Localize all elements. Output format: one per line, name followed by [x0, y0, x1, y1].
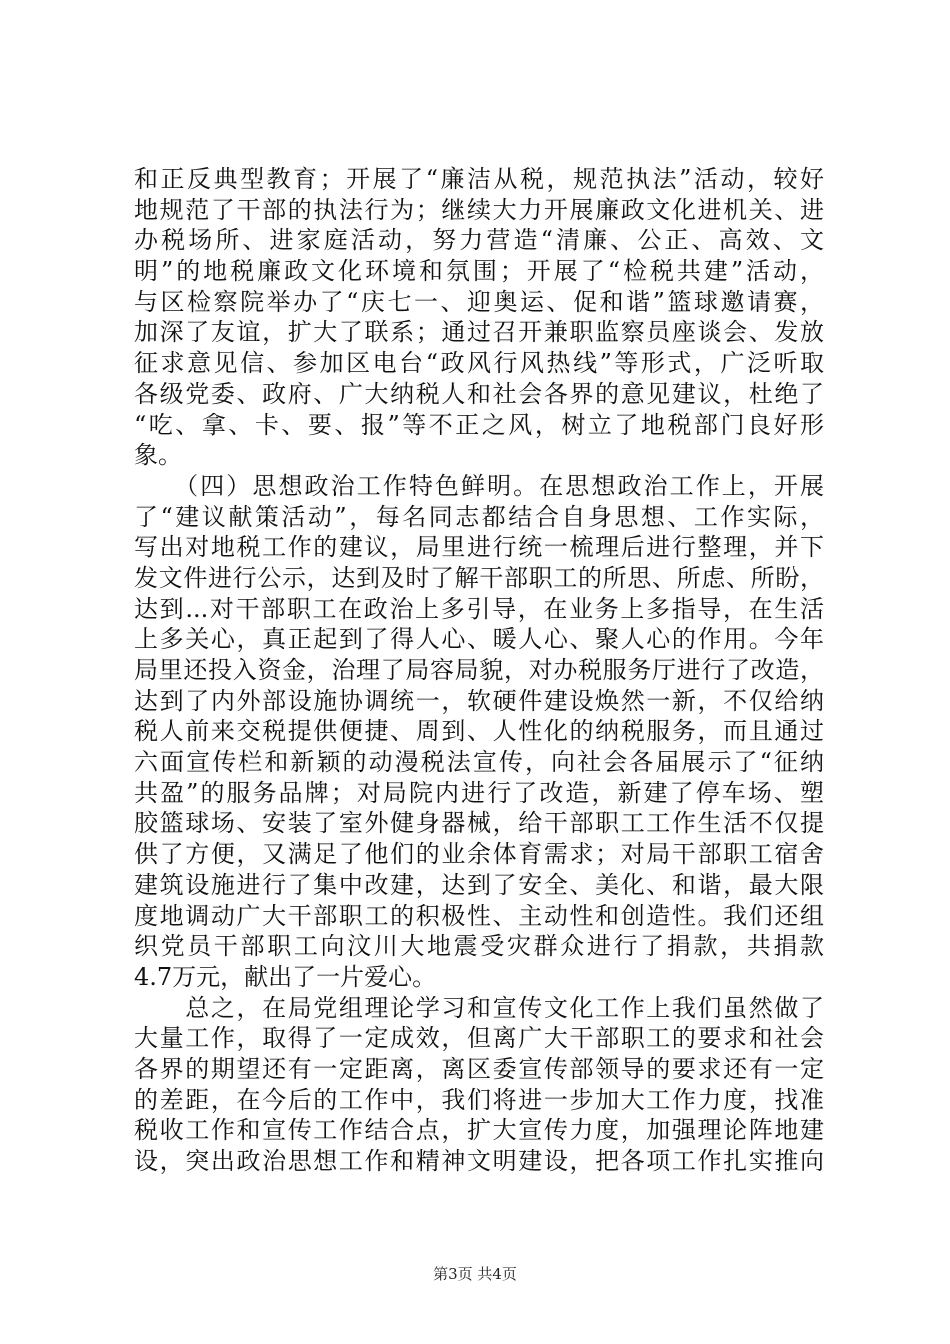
text-line: “吃、拿、卡、要、报”等不正之风，树立了地税部门良好形: [134, 410, 824, 439]
text-line: 税人前来交税提供便捷、周到、人性化的纳税服务，而且通过: [134, 717, 824, 746]
text-line: 发文件进行公示，达到及时了解干部职工的所思、所虑、所盼，: [134, 563, 824, 592]
text-line: 地规范了干部的执法行为；继续大力开展廉政文化进机关、进: [134, 195, 824, 224]
text-line: 总之，在局党组理论学习和宣传文化工作上我们虽然做了: [134, 993, 824, 1022]
text-line: 4.7万元，献出了一片爱心。: [134, 962, 437, 991]
text-line: 办税场所、进家庭活动，努力营造“清廉、公正、高效、文: [134, 226, 824, 255]
page-number-footer: 第3页 共4页: [433, 1265, 517, 1283]
text-line: 各级党委、政府、广大纳税人和社会各界的意见建议，杜绝了: [134, 379, 824, 408]
text-line: 设，突出政治思想工作和精神文明建设，把各项工作扎实推向: [134, 1147, 824, 1175]
text-line: （四）思想政治工作特色鲜明。在思想政治工作上，开展: [134, 471, 824, 500]
text-line: 六面宣传栏和新颖的动漫税法宣传，向社会各届展示了“征纳: [134, 748, 824, 777]
text-line: 和正反典型教育；开展了“廉洁从税，规范执法”活动，较好: [134, 165, 824, 193]
text-line: 写出对地税工作的建议，局里进行统一梳理后进行整理，并下: [134, 533, 824, 562]
text-line: 与区检察院举办了“庆七一、迎奥运、促和谐”篮球邀请赛，: [134, 287, 824, 316]
text-line: 上多关心，真正起到了得人心、暖人心、聚人心的作用。今年: [134, 625, 824, 654]
text-line: 胶篮球场、安装了室外健身器械，给干部职工工作生活不仅提: [134, 809, 824, 838]
text-line: 度地调动广大干部职工的积极性、主动性和创造性。我们还组: [134, 901, 824, 930]
text-line: 明”的地税廉政文化环境和氛围；开展了“检税共建”活动，: [134, 257, 824, 286]
text-line: 税收工作和宣传工作结合点，扩大宣传力度，加强理论阵地建: [134, 1116, 824, 1145]
text-line: 织党员干部职工向汶川大地震受灾群众进行了捐款，共捐款: [134, 932, 824, 961]
text-line: 大量工作，取得了一定成效，但离广大干部职工的要求和社会: [134, 1024, 824, 1053]
text-line: 了“建议献策活动”，每名同志都结合自身思想、工作实际，: [134, 502, 824, 531]
text-line: 的差距，在今后的工作中，我们将进一步加大工作力度，找准: [134, 1085, 824, 1114]
text-line: 局里还投入资金，治理了局容局貌，对办税服务厅进行了改造，: [134, 656, 824, 684]
text-line: 达到...对干部职工在政治上多引导，在业务上多指导，在生活: [134, 594, 824, 623]
text-line: 各界的期望还有一定距离，离区委宣传部领导的要求还有一定: [134, 1054, 824, 1083]
text-line: 供了方便，又满足了他们的业余体育需求；对局干部职工宿舍: [134, 840, 824, 869]
text-line: 共盈”的服务品牌；对局院内进行了改造，新建了停车场、塑: [134, 778, 824, 807]
text-line: 达到了内外部设施协调统一，软硬件建设焕然一新，不仅给纳: [134, 686, 824, 715]
text-line: 加深了友谊，扩大了联系；通过召开兼职监察员座谈会、发放: [134, 318, 824, 347]
text-line: 征求意见信、参加区电台“政风行风热线”等形式，广泛听取: [134, 349, 824, 378]
text-line: 建筑设施进行了集中改建，达到了安全、美化、和谐，最大限: [134, 870, 824, 899]
document-body: [134, 164, 824, 1177]
text-line: 象。: [134, 441, 182, 470]
